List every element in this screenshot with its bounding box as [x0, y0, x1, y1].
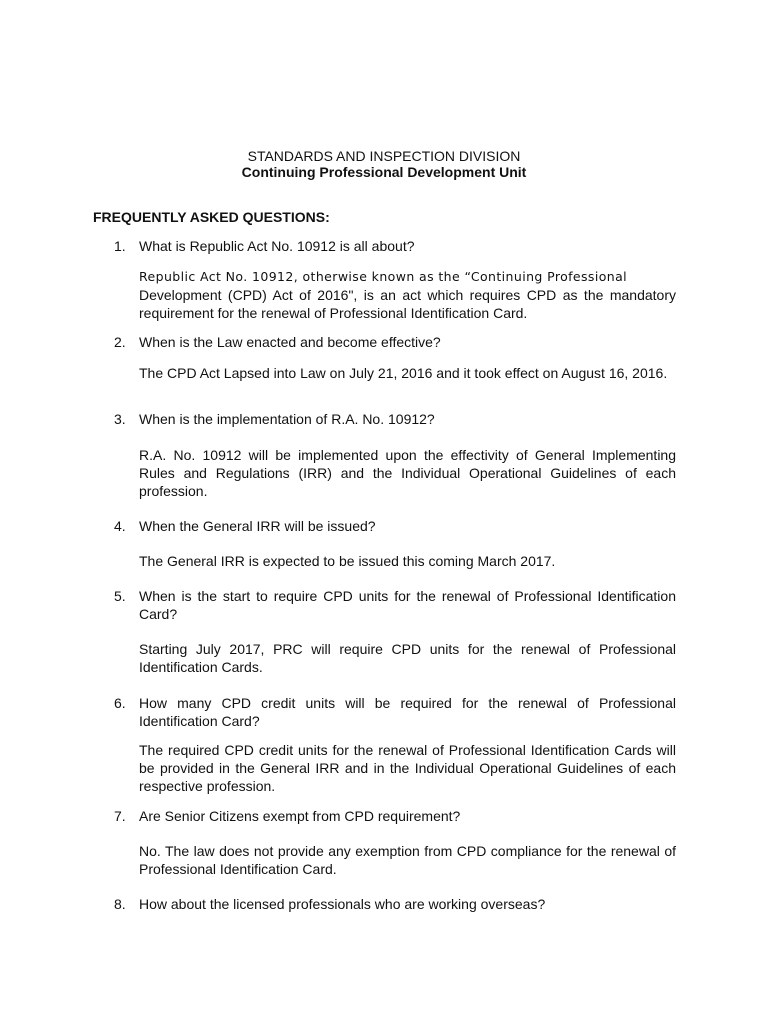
question-number: 3.	[114, 411, 126, 427]
question-text: What is Republic Act No. 10912 is all about?	[139, 238, 415, 254]
faq-answer-2: The CPD Act Lapsed into Law on July 21, 2016 and it took effect on August 16, 2016.	[139, 365, 668, 381]
question-text: How many CPD credit units will be required for the renewal of Professional Identification Card?	[139, 695, 676, 729]
faq-answer-3: R.A. No. 10912 will be implemented upon the effectivity of General Implementing Rules and Regulations (IRR) and the Individual Operational Guidelines of each profession.	[139, 447, 676, 499]
faq-heading: FREQUENTLY ASKED QUESTIONS:	[93, 209, 330, 225]
faq-question-6	[114, 694, 676, 730]
unit-title: Continuing Professional Development Unit	[241, 164, 527, 180]
faq-answer-6: The required CPD credit units for the renewal of Professional Identification Cards will be provided in the General IRR and in the Individual Operational Guidelines of each respective profession.	[139, 742, 676, 794]
question-number: 1.	[114, 238, 126, 254]
faq-answer-1	[139, 268, 676, 322]
answer-act-name: Development (CPD) Act of 2016	[139, 287, 349, 303]
faq-answer-5: Starting July 2017, PRC will require CPD units for the renewal of Professional Identification Cards.	[139, 641, 676, 675]
faq-question-7	[114, 807, 676, 825]
question-text: When is the Law enacted and become effective?	[139, 334, 441, 350]
question-text: When is the start to require CPD units for the renewal of Professional Identification Card?	[139, 588, 676, 622]
question-number: 4.	[114, 518, 126, 534]
faq-question-1	[114, 237, 676, 255]
question-number: 6.	[114, 695, 126, 711]
question-text: Are Senior Citizens exempt from CPD requirement?	[139, 808, 461, 824]
faq-answer-4: The General IRR is expected to be issued this coming March 2017.	[139, 553, 556, 569]
question-text: How about the licensed professionals who are working overseas?	[139, 896, 546, 912]
faq-question-3	[114, 410, 676, 428]
document-header	[0, 148, 768, 180]
faq-question-8	[114, 895, 676, 913]
question-text: When the General IRR will be issued?	[139, 518, 376, 534]
faq-question-4	[114, 517, 676, 535]
question-text: When is the implementation of R.A. No. 10912?	[139, 411, 435, 427]
division-title: STANDARDS AND INSPECTION DIVISION	[247, 148, 521, 164]
answer-rest: ", is an act which requires CPD as the mandatory requirement for the renewal of Professional Identification Card.	[139, 287, 676, 321]
question-number: 7.	[114, 808, 126, 824]
faq-answer-7: No. The law does not provide any exemption from CPD compliance for the renewal of Professional Identification Card.	[139, 843, 676, 877]
answer-line-1: Republic Act No. 10912, otherwise known as the “Continuing Professional	[139, 269, 628, 284]
faq-question-5	[114, 587, 676, 623]
faq-question-2	[114, 333, 676, 351]
question-number: 5.	[114, 588, 126, 604]
question-number: 2.	[114, 334, 126, 350]
question-number: 8.	[114, 896, 126, 912]
